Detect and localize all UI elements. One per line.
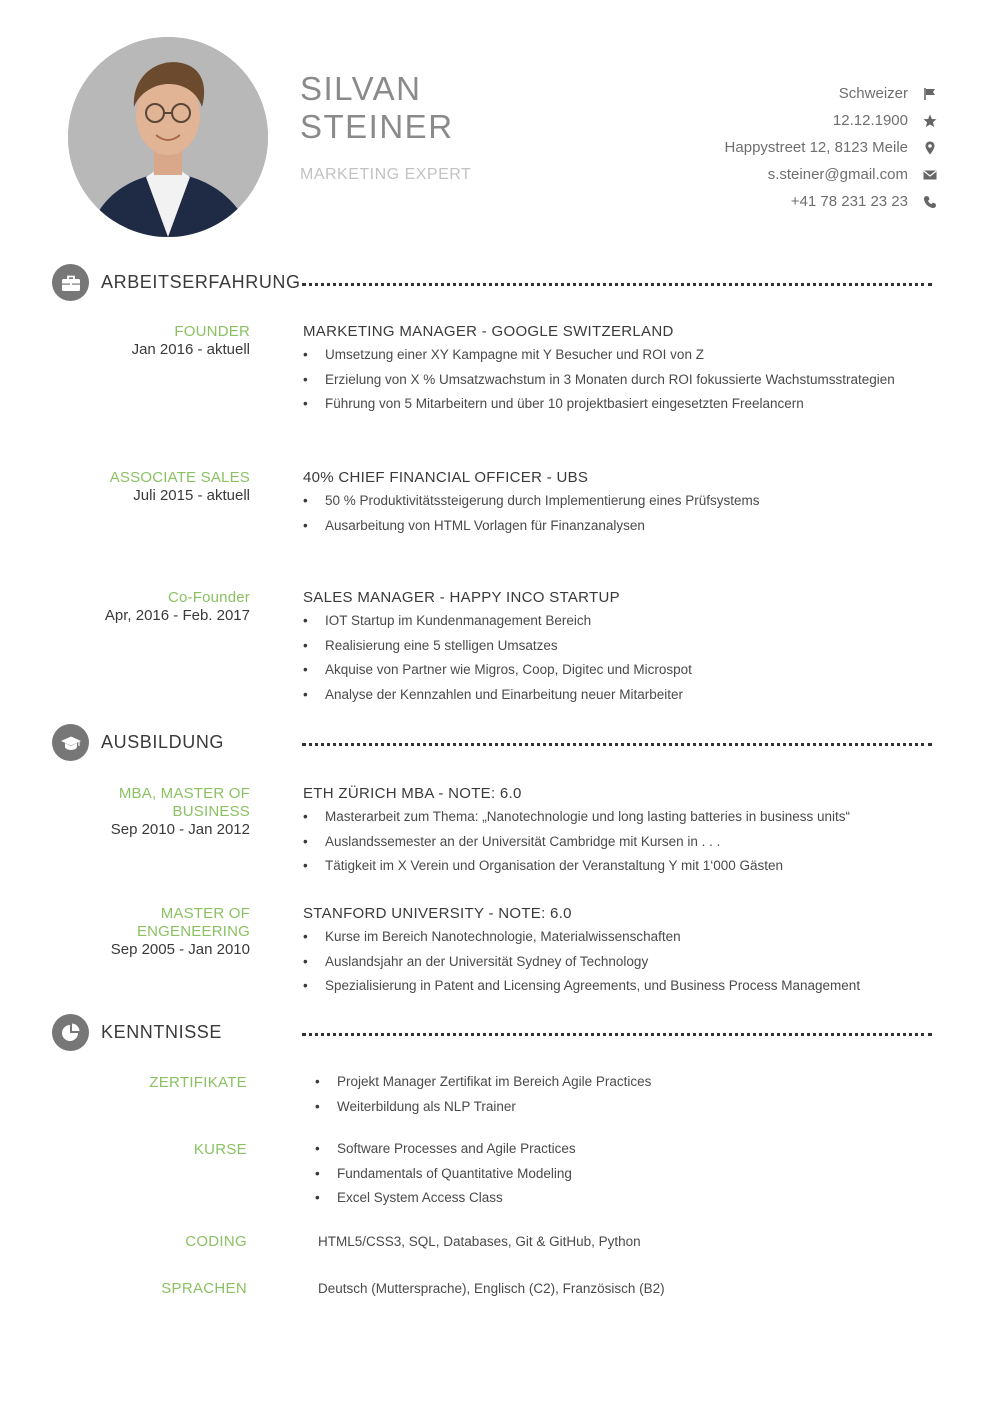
list-item: • Umsetzung einer XY Kampagne mit Y Besucher und ROI von Z [303,347,943,363]
entry-date: Juli 2015 - aktuell [133,487,250,504]
experience-title: ARBEITSERFAHRUNG [101,272,301,292]
education-title: AUSBILDUNG [101,732,225,752]
profile-photo [68,37,268,237]
contact-address [638,134,938,161]
list-item: • Projekt Manager Zertifikat im Bereich Agile Practices [315,1074,935,1090]
contact-email [638,161,938,188]
skill-label: SPRACHEN [161,1280,247,1297]
location-pin-icon [922,140,938,156]
education-section-header [52,724,932,764]
skill-text: HTML5/CSS3, SQL, Databases, Git & GitHub, Python [318,1234,641,1249]
nationality-text: Schweizer [838,85,908,102]
list-item: • Spezialisierung in Patent and Licensing Agreements, und Business Process Management [303,978,943,994]
first-name: SILVAN [300,70,422,107]
entry-date: Jan 2016 - aktuell [131,341,250,358]
list-item: • Weiterbildung als NLP Trainer [315,1099,935,1115]
entry-degree: MASTER OF ENGENEERING [136,905,250,940]
star-icon [922,113,938,129]
contact-nationality [638,80,938,107]
list-item: • Software Processes and Agile Practices [315,1141,935,1157]
list-item: • Analyse der Kennzahlen und Einarbeitung neuer Mitarbeiter [303,687,943,703]
section-divider [302,283,932,286]
entry-heading: 40% CHIEF FINANCIAL OFFICER - UBS [303,469,589,486]
briefcase-icon [52,264,89,301]
entry-heading: MARKETING MANAGER - GOOGLE SWITZERLAND [303,323,674,340]
experience-section-header [52,264,932,304]
list-item: • Führung von 5 Mitarbeitern und über 10 projektbasiert eingesetzten Freelancern [303,396,943,412]
list-item: • 50 % Produktivitätssteigerung durch Implementierung eines Prüfsystems [303,493,943,509]
contact-phone [638,188,938,215]
list-item: • Auslandssemester an der Universität Cambridge mit Kursen in . . . [303,834,943,850]
entry-heading: ETH ZÜRICH MBA - NOTE: 6.0 [303,785,522,802]
candidate-role: MARKETING EXPERT [300,166,472,183]
list-item: • IOT Startup im Kundenmanagement Bereich [303,613,943,629]
list-item: • Fundamentals of Quantitative Modeling [315,1166,935,1182]
section-divider [302,743,932,746]
list-item: • Erzielung von X % Umsatzwachstum in 3 Monaten durch ROI fokussierte Wachstumsstrategien [303,372,943,388]
entry-date: Sep 2010 - Jan 2012 [110,821,250,838]
list-item: • Realisierung eine 5 stelligen Umsatzes [303,638,943,654]
skill-label: KURSE [193,1141,247,1158]
entry-degree: MBA, MASTER OF BUSINESS [118,785,250,820]
address-text: Happystreet 12, 8123 Meile [724,139,908,156]
entry-date: Apr, 2016 - Feb. 2017 [104,607,250,624]
skill-label: CODING [185,1233,247,1250]
phone-text[interactable]: +41 78 231 23 23 [790,193,908,210]
flag-icon [922,86,938,102]
graduation-cap-icon [52,724,89,761]
list-item: • Kurse im Bereich Nanotechnologie, Materialwissenschaften [303,929,943,945]
entry-position: Co-Founder [167,589,250,606]
skills-section-header [52,1014,932,1054]
list-item: • Excel System Access Class [315,1190,935,1206]
list-item: • Auslandsjahr an der Universität Sydney of Technology [303,954,943,970]
list-item: • Masterarbeit zum Thema: „Nanotechnologie und long lasting batteries in business units“ [303,809,943,825]
entry-position: ASSOCIATE SALES [109,469,250,486]
entry-date: Sep 2005 - Jan 2010 [110,941,250,958]
last-name: STEINER [300,108,454,145]
skill-text: Deutsch (Muttersprache), Englisch (C2), Französisch (B2) [318,1281,665,1296]
contact-info [638,80,938,215]
email-text[interactable]: s.steiner@gmail.com [767,166,908,183]
birthdate-text: 12.12.1900 [832,112,908,129]
pie-chart-icon [52,1014,89,1051]
section-divider [302,1033,932,1036]
list-item: • Akquise von Partner wie Migros, Coop, Digitec und Microspot [303,662,943,678]
list-item: • Tätigkeit im X Verein und Organisation der Veranstaltung Y mit 1‘000 Gästen [303,858,943,874]
skill-label: ZERTIFIKATE [149,1074,247,1091]
candidate-name [300,70,454,146]
entry-heading: SALES MANAGER - HAPPY INCO STARTUP [303,589,620,606]
entry-position: FOUNDER [174,323,250,340]
skills-title: KENNTNISSE [101,1022,223,1042]
contact-birthdate [638,107,938,134]
entry-heading: STANFORD UNIVERSITY - NOTE: 6.0 [303,905,572,922]
envelope-icon [922,167,938,183]
phone-icon [922,194,938,210]
list-item: • Ausarbeitung von HTML Vorlagen für Finanzanalysen [303,518,943,534]
